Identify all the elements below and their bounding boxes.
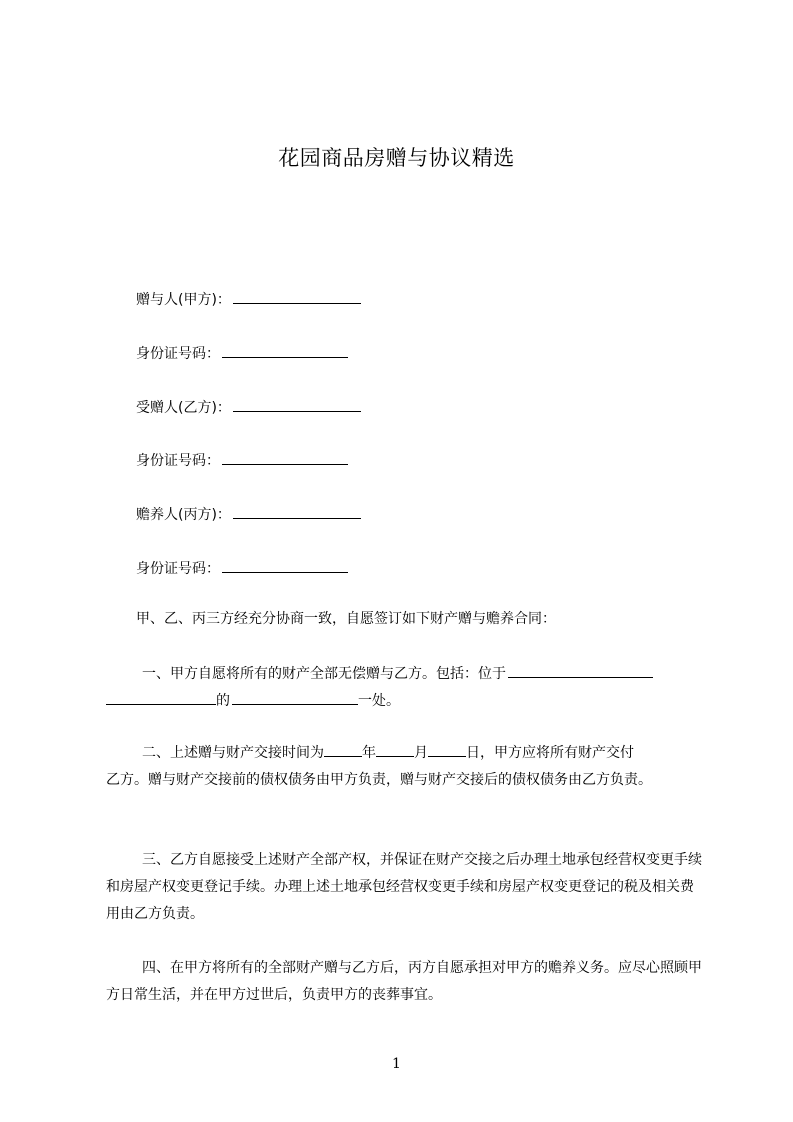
- clause-2-blank-year: [324, 742, 362, 757]
- donor-id-label: 身份证号码：: [136, 346, 220, 362]
- donor-field: [136, 287, 361, 314]
- supporter-id-blank: [222, 558, 348, 573]
- clause-2-text-a: 二、上述赠与财产交接时间为: [142, 745, 324, 761]
- donor-blank: [233, 289, 361, 304]
- clause-2-blank-day: [428, 742, 466, 757]
- clause-4: 四、在甲方将所有的全部财产赠与乙方后，丙方自愿承担对甲方的赡养义务。应尽心照顾甲方日常生活，并在甲方过世后，负责甲方的丧葬事宜。: [106, 960, 702, 1003]
- clause-1-line-1: [142, 661, 653, 688]
- donee-id-blank: [222, 450, 348, 465]
- donor-id-blank: [222, 343, 348, 358]
- clause-2-month: 月: [414, 745, 428, 761]
- clause-1-blank-location-cont: [106, 690, 216, 705]
- supporter-id-label: 身份证号码：: [136, 561, 220, 577]
- clause-2-day: 日，甲方应将所有财产交付: [466, 745, 634, 761]
- clause-1-text-a: 一、甲方自愿将所有的财产全部无偿赠与乙方。包括：位于: [142, 666, 506, 682]
- clause-1-blank-location: [508, 663, 653, 678]
- donee-field: [136, 395, 361, 422]
- clause-1-text-b: 的: [216, 693, 230, 709]
- donee-id-field: [136, 448, 348, 475]
- supporter-id-field: [136, 556, 348, 583]
- clause-2-line-1: [142, 740, 634, 767]
- donor-id-field: [136, 341, 348, 368]
- supporter-label: 赡养人(丙方)：: [136, 507, 231, 523]
- clause-2-blank-month: [376, 742, 414, 757]
- clause-2-rest: 乙方。赠与财产交接前的债权债务由甲方负责，赠与财产交接后的债权债务由乙方负责。: [106, 772, 652, 788]
- supporter-field: [136, 502, 361, 529]
- page-number: 1: [392, 1056, 401, 1072]
- donee-id-label: 身份证号码：: [136, 453, 220, 469]
- clause-2-year: 年: [362, 745, 376, 761]
- intro-paragraph: 甲、乙、丙三方经充分协商一致，自愿签订如下财产赠与赡养合同：: [136, 611, 556, 627]
- clause-1-line-2: [106, 688, 400, 715]
- supporter-blank: [233, 504, 361, 519]
- clause-3: 三、乙方自愿接受上述财产全部产权，并保证在财产交接之后办理土地承包经营权变更手续和房屋产权变更登记手续。办理上述土地承包经营权变更手续和房屋产权变更登记的税及相关费用由乙方负责。: [106, 852, 702, 922]
- donee-label: 受赠人(乙方)：: [136, 400, 231, 416]
- document-title: 花园商品房赠与协议精选: [278, 146, 515, 170]
- donee-blank: [233, 397, 361, 412]
- clause-1-text-c: 一处。: [358, 693, 400, 709]
- donor-label: 赠与人(甲方)：: [136, 292, 231, 308]
- clause-1-blank-property: [232, 690, 358, 705]
